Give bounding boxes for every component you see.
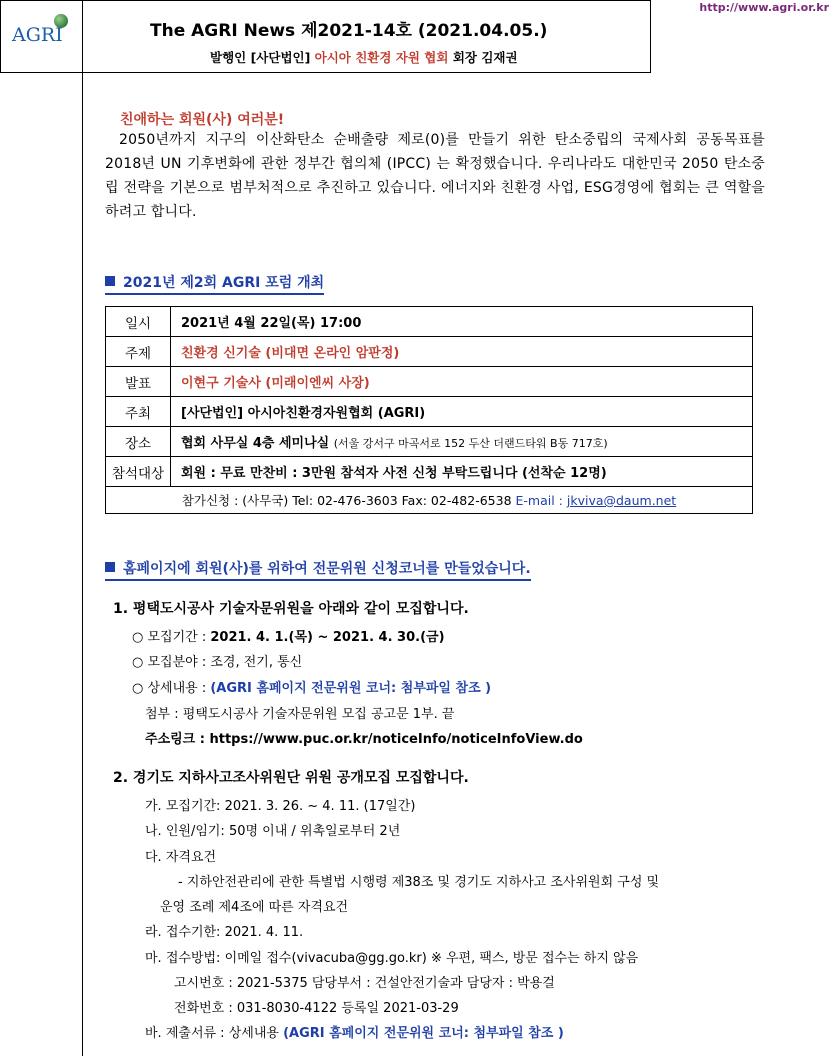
item-2-qual-line2: 운영 조례 제4조에 따른 자격요건	[160, 900, 349, 915]
table-row	[106, 397, 753, 427]
logo-cell	[0, 0, 83, 1056]
item-2-title: 2. 경기도 지하사고조사위원단 위원 공개모집 모집합니다.	[113, 770, 469, 786]
intro-paragraph	[105, 128, 765, 224]
section-2-heading	[105, 558, 531, 581]
table-row	[106, 337, 753, 367]
item-1-link-url[interactable]: https://www.puc.or.kr/noticeInfo/noticeInfoView.do	[209, 732, 583, 747]
venue-address: (서울 강서구 마곡서로 152 두산 더랜드타워 B동 717호)	[333, 437, 608, 450]
table-row	[106, 427, 753, 457]
publisher-suffix: 회장 김재권	[448, 50, 518, 65]
agri-logo: AGRI	[12, 24, 63, 46]
section-2-heading-text: 홈페이지에 회원(사)를 위하여 전문위원 신청코너를 만들었습니다.	[123, 561, 531, 577]
row-value: 2021년 4월 22일(목) 17:00	[171, 307, 753, 337]
item-1-attach: 첨부 : 평택도시공사 기술자문위원 모집 공고문 1부. 끝	[145, 707, 455, 722]
venue: 협회 사무실 4층 세미나실	[181, 436, 330, 451]
signup-row	[106, 487, 753, 514]
item-2-notice: 고시번호 : 2021-5375 담당부서 : 건설안전기술과 담당자 : 박용걸	[174, 976, 555, 991]
row-key: 주제	[106, 337, 171, 367]
row-key: 일시	[106, 307, 171, 337]
newsletter-header	[0, 0, 829, 73]
item-1-period-value: 2021. 4. 1.(목) ~ 2021. 4. 30.(금)	[210, 630, 445, 645]
row-value	[171, 427, 753, 457]
item-2-phone: 전화번호 : 031-8030-4122 등록일 2021-03-29	[174, 1001, 459, 1016]
item-1-period-label: ○ 모집기간 :	[132, 630, 211, 645]
publisher-prefix: 발행인 [사단법인]	[210, 50, 315, 65]
signup-cell	[106, 487, 753, 514]
table-row	[106, 307, 753, 337]
site-url-link[interactable]: http://www.agri.or.kr	[699, 1, 829, 14]
publisher-line	[210, 48, 518, 66]
item-2-docs	[145, 1022, 564, 1041]
item-2-period: 가. 모집기간: 2021. 3. 26. ~ 4. 11. (17일간)	[145, 799, 416, 814]
item-2-personnel: 나. 인원/임기: 50명 이내 / 위촉일로부터 2년	[145, 824, 401, 839]
item-1-link	[145, 728, 583, 747]
row-value: 친환경 신기술 (비대면 온라인 암판정)	[171, 337, 753, 367]
item-1-link-label: 주소링크 :	[145, 732, 210, 747]
square-bullet-icon	[105, 276, 115, 286]
row-key: 참석대상	[106, 457, 171, 487]
section-1-heading-text: 2021년 제2회 AGRI 포럼 개최	[123, 275, 325, 291]
table-row	[106, 457, 753, 487]
square-bullet-icon	[105, 562, 115, 572]
row-key: 주최	[106, 397, 171, 427]
row-key: 발표	[106, 367, 171, 397]
item-1-detail	[132, 677, 491, 696]
signup-email-label: E-mail :	[515, 493, 567, 508]
row-value: [사단법인] 아시아친환경자원협회 (AGRI)	[171, 397, 753, 427]
table-row	[106, 367, 753, 397]
item-2-qual-title: 다. 자격요건	[145, 850, 217, 865]
row-value: 회원 : 무료 만찬비 : 3만원 참석자 사전 신청 부탁드립니다 (선착순 12명)	[171, 457, 753, 487]
item-2-docs-label: 바. 제출서류 : 상세내용	[145, 1026, 284, 1041]
item-2-qual-line1: - 지하안전관리에 관한 특별법 시행령 제38조 및 경기도 지하사고 조사위원회 구성 및	[178, 875, 660, 890]
item-2-deadline: 라. 접수기한: 2021. 4. 11.	[145, 925, 304, 940]
item-1-title: 1. 평택도시공사 기술자문위원을 아래와 같이 모집합니다.	[113, 601, 469, 617]
signup-email-link[interactable]: jkviva@daum.net	[566, 493, 677, 508]
signup-label: 참가신청 : (사무국) Tel: 02-476-3603 Fax: 02-482-6538	[181, 493, 516, 508]
item-1-detail-value: (AGRI 홈페이지 전문위원 코너: 첨부파일 참조 )	[210, 681, 492, 696]
item-1-detail-label: ○ 상세내용 :	[132, 681, 211, 696]
item-1-field: ○ 모집분야 : 조경, 전기, 통신	[132, 655, 303, 670]
greeting: 친애하는 회원(사) 여러분!	[120, 112, 285, 128]
row-value: 이현구 기술사 (미래이엔씨 사장)	[171, 367, 753, 397]
newsletter-title: The AGRI News 제2021-14호 (2021.04.05.)	[150, 21, 548, 41]
intro-text: 2050년까지 지구의 이산화탄소 순배출량 제로(0)를 만들기 위한 탄소중립의 국제사회 공동목표를 2018년 UN 기후변화에 관한 정부간 협의체 (IPCC) 는 확정했습니다. 우리나라도 대한민국 2050 탄소중립 전략을 기본으로 범부처적으로 추진하고 있습니다. 에너지와 친환경 사업, ESG경영에 협회는 큰 역할을 하려고 합니다.	[105, 132, 765, 220]
row-key: 장소	[106, 427, 171, 457]
publisher-org: 아시아 친환경 자원 협회	[314, 50, 449, 65]
forum-info-table	[105, 306, 753, 514]
item-2-docs-value: (AGRI 홈페이지 전문위원 코너: 첨부파일 참조 )	[283, 1026, 564, 1041]
item-2-method: 마. 접수방법: 이메일 접수(vivacuba@gg.go.kr) ※ 우편, 팩스, 방문 접수는 하지 않음	[145, 951, 639, 966]
section-1-heading	[105, 272, 324, 295]
item-1-period	[132, 626, 445, 645]
